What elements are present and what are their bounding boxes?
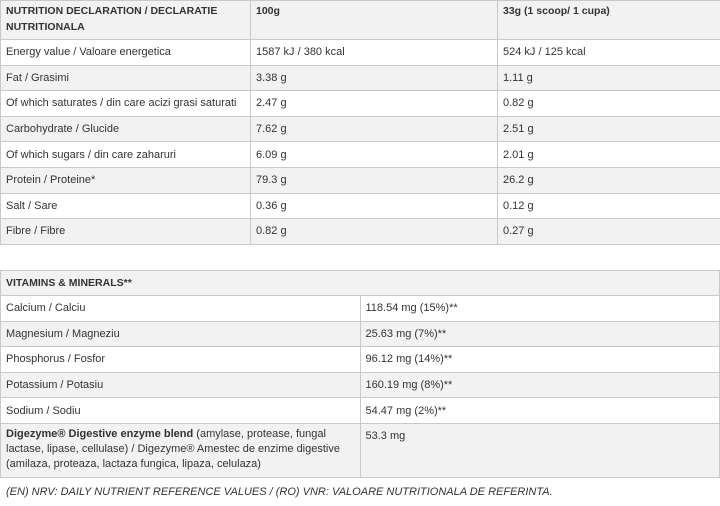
header-per-serving: 33g (1 scoop/ 1 cupa) [498, 1, 720, 40]
mineral-value: 25.63 mg (7%)** [360, 321, 720, 347]
value-per-100g: 0.36 g [251, 193, 498, 219]
value-per-100g: 2.47 g [251, 91, 498, 117]
value-per-100g: 6.09 g [251, 142, 498, 168]
table-row [1, 296, 720, 322]
nrv-footnote: (EN) NRV: DAILY NUTRIENT REFERENCE VALUES / (RO) VNR: VALOARE NUTRITIONALA DE REFERINTA. [6, 486, 553, 498]
nutrient-name: Salt / Sare [1, 193, 251, 219]
mineral-name: Phosphorus / Fosfor [1, 347, 361, 373]
enzyme-blend-name [1, 423, 361, 477]
table-row [1, 116, 720, 142]
nutrient-name: Fat / Grasimi [1, 65, 251, 91]
value-per-serving: 1.11 g [498, 65, 720, 91]
vitamins-header: VITAMINS & MINERALS** [1, 271, 720, 296]
enzyme-blend-value: 53.3 mg [360, 423, 720, 477]
table-row [1, 65, 720, 91]
value-per-100g: 7.62 g [251, 116, 498, 142]
value-per-serving: 26.2 g [498, 167, 720, 193]
mineral-name: Magnesium / Magneziu [1, 321, 361, 347]
vitamins-header-row [1, 271, 720, 296]
mineral-name: Potassium / Potasiu [1, 372, 361, 398]
table-row [1, 321, 720, 347]
mineral-name: Sodium / Sodiu [1, 398, 361, 424]
nutrient-name: Of which sugars / din care zaharuri [1, 142, 251, 168]
value-per-serving: 2.01 g [498, 142, 720, 168]
nutrient-name: Protein / Proteine* [1, 167, 251, 193]
table-row [1, 423, 720, 477]
value-per-100g: 79.3 g [251, 167, 498, 193]
value-per-serving: 0.82 g [498, 91, 720, 117]
mineral-value: 160.19 mg (8%)** [360, 372, 720, 398]
nutrition-declaration-table [0, 0, 720, 245]
table-row [1, 193, 720, 219]
vitamins-minerals-table [0, 270, 720, 478]
mineral-value: 96.12 mg (14%)** [360, 347, 720, 373]
table-row [1, 347, 720, 373]
table-row [1, 91, 720, 117]
table-row [1, 219, 720, 245]
nutrient-name: Energy value / Valoare energetica [1, 40, 251, 66]
header-per-100g: 100g [251, 1, 498, 40]
nutrient-name: Fibre / Fibre [1, 219, 251, 245]
value-per-100g: 3.38 g [251, 65, 498, 91]
nutrient-name: Carbohydrate / Glucide [1, 116, 251, 142]
table-row [1, 398, 720, 424]
value-per-100g: 0.82 g [251, 219, 498, 245]
table-row [1, 40, 720, 66]
mineral-value: 54.47 mg (2%)** [360, 398, 720, 424]
value-per-serving: 524 kJ / 125 kcal [498, 40, 720, 66]
mineral-name: Calcium / Calciu [1, 296, 361, 322]
table-row [1, 372, 720, 398]
nutrition-header-row [1, 1, 720, 40]
mineral-value: 118.54 mg (15%)** [360, 296, 720, 322]
value-per-serving: 2.51 g [498, 116, 720, 142]
value-per-serving: 0.12 g [498, 193, 720, 219]
table-row [1, 142, 720, 168]
value-per-100g: 1587 kJ / 380 kcal [251, 40, 498, 66]
header-nutrient: NUTRITION DECLARATION / DECLARATIE NUTRITIONALA [1, 1, 251, 40]
enzyme-blend-description: (amylase, protease, fungal lactase, lipase, cellulase) / Digezyme® Amestec de enzime digestive (amilaza, proteaza, lactaza fungica, lipaza, celulaza) [6, 427, 340, 470]
enzyme-blend-title: Digezyme® Digestive enzyme blend [6, 427, 194, 440]
value-per-serving: 0.27 g [498, 219, 720, 245]
nutrient-name: Of which saturates / din care acizi grasi saturati [1, 91, 251, 117]
table-row [1, 167, 720, 193]
